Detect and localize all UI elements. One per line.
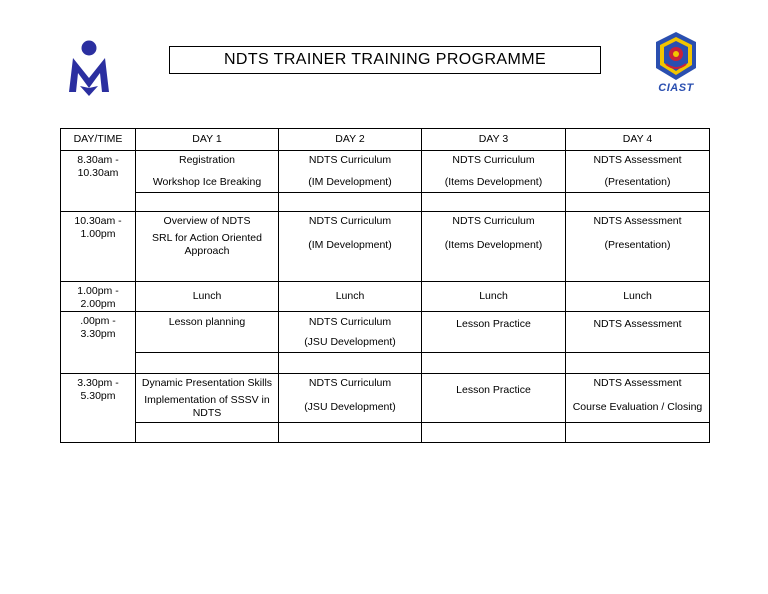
schedule-table xyxy=(60,128,710,443)
time-start: 10.30am - xyxy=(74,215,122,227)
empty-cell xyxy=(566,423,710,443)
empty-cell xyxy=(422,193,566,212)
ciast-logo-text: CIAST xyxy=(658,82,694,94)
programme-title: NDTS TRAINER TRAINING PROGRAMME xyxy=(169,46,601,74)
time-cell xyxy=(61,374,136,443)
table-spacer-row xyxy=(61,193,710,212)
session-cell xyxy=(279,282,422,312)
session-cell xyxy=(279,212,422,282)
session-line: (Presentation) xyxy=(604,176,671,188)
table-row xyxy=(61,212,710,282)
session-cell xyxy=(136,282,279,312)
session-line: (Items Development) xyxy=(444,239,543,251)
table-spacer-row xyxy=(61,353,710,374)
session-line: Lunch xyxy=(335,290,365,302)
time-cell xyxy=(61,282,136,312)
session-line: Lunch xyxy=(192,290,222,302)
table-row xyxy=(61,312,710,353)
empty-cell xyxy=(136,423,279,443)
session-cell xyxy=(566,374,710,423)
session-cell xyxy=(279,312,422,353)
empty-cell xyxy=(422,423,566,443)
time-end: 1.00pm xyxy=(80,228,116,240)
session-cell xyxy=(136,151,279,193)
session-cell xyxy=(136,212,279,282)
session-line: (Presentation) xyxy=(604,239,671,251)
session-line: NDTS Curriculum xyxy=(308,377,392,389)
session-line: NDTS Curriculum xyxy=(308,316,392,328)
session-cell xyxy=(279,374,422,423)
session-line: Lunch xyxy=(623,290,652,302)
session-line: Lesson Practice xyxy=(456,384,531,396)
time-start: 8.30am - xyxy=(77,154,119,166)
session-line: NDTS xyxy=(192,407,222,419)
header-day-2: DAY 2 xyxy=(279,129,422,151)
session-cell xyxy=(279,151,422,193)
ciast-emblem-icon xyxy=(648,30,704,82)
empty-cell xyxy=(279,423,422,443)
empty-cell xyxy=(279,353,422,374)
session-cell xyxy=(566,282,710,312)
session-line: Registration xyxy=(178,154,236,166)
time-cell xyxy=(61,212,136,282)
session-cell xyxy=(422,312,566,353)
session-cell xyxy=(422,151,566,193)
session-cell xyxy=(566,312,710,353)
session-cell xyxy=(422,282,566,312)
session-line: Dynamic Presentation Skills xyxy=(141,377,273,389)
time-end: 5.30pm xyxy=(80,390,116,402)
session-line: Approach xyxy=(184,245,230,257)
session-cell xyxy=(566,212,710,282)
session-line: Workshop Ice Breaking xyxy=(152,176,262,188)
session-line: NDTS Assessment xyxy=(593,215,682,227)
ndts-logo xyxy=(66,38,112,98)
header-day-3: DAY 3 xyxy=(422,129,566,151)
session-cell xyxy=(422,374,566,423)
session-line: SRL for Action Oriented xyxy=(152,232,262,244)
session-line: (IM Development) xyxy=(308,176,392,188)
session-line: (JSU Development) xyxy=(304,336,396,348)
time-end: 2.00pm xyxy=(80,298,116,310)
session-line: NDTS Curriculum xyxy=(308,154,392,166)
session-line: NDTS Curriculum xyxy=(452,215,535,227)
time-cell xyxy=(61,151,136,212)
session-cell xyxy=(136,312,279,353)
time-start: 3.30pm - xyxy=(77,377,119,389)
empty-cell xyxy=(136,353,279,374)
table-row xyxy=(61,151,710,193)
session-line: NDTS Curriculum xyxy=(452,154,535,166)
table-row xyxy=(61,282,710,312)
table-spacer-row xyxy=(61,423,710,443)
empty-cell xyxy=(136,193,279,212)
ciast-logo xyxy=(648,30,704,98)
time-start: .00pm - xyxy=(80,315,116,327)
session-line: Implementation of SSSV in xyxy=(144,394,270,406)
table-header-row xyxy=(61,129,710,151)
header-day-4: DAY 4 xyxy=(566,129,710,151)
session-line: NDTS Assessment xyxy=(593,377,682,389)
session-line: (JSU Development) xyxy=(304,401,396,413)
header-day-1: DAY 1 xyxy=(136,129,279,151)
empty-cell xyxy=(422,353,566,374)
session-line: NDTS Assessment xyxy=(593,154,682,166)
empty-cell xyxy=(279,193,422,212)
session-line: Lesson planning xyxy=(168,316,246,328)
session-line: Lunch xyxy=(479,290,508,302)
session-cell xyxy=(422,212,566,282)
session-line: Lesson Practice xyxy=(456,318,531,330)
empty-cell xyxy=(566,353,710,374)
session-cell xyxy=(566,151,710,193)
ndts-logo-icon xyxy=(66,38,112,98)
session-line: NDTS Curriculum xyxy=(308,215,392,227)
session-line: Course Evaluation / Closing xyxy=(572,401,703,413)
table-row xyxy=(61,374,710,423)
session-line: (Items Development) xyxy=(444,176,543,188)
time-start: 1.00pm - xyxy=(77,285,119,297)
session-line: NDTS Assessment xyxy=(593,318,682,330)
time-end: 3.30pm xyxy=(80,328,116,340)
session-line: (IM Development) xyxy=(308,239,392,251)
empty-cell xyxy=(566,193,710,212)
session-line: Overview of NDTS xyxy=(163,215,251,227)
session-cell xyxy=(136,374,279,423)
time-end: 10.30am xyxy=(77,167,119,179)
time-cell xyxy=(61,312,136,374)
header-day-time: DAY/TIME xyxy=(61,129,136,151)
